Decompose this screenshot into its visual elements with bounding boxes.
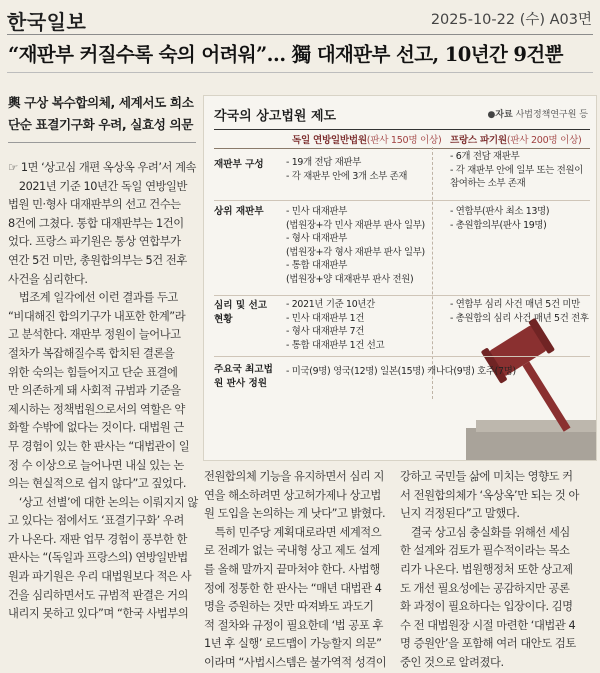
body-column-1 bbox=[8, 159, 196, 624]
body-text-line: 로 전례가 없는 국내형 상고 제도 설계 bbox=[204, 544, 380, 558]
body-text-line: 고 있다는 점에서도 ‘표결기구화’ 우려 bbox=[8, 514, 184, 528]
cell-line: (법원장+양 대재판부 판사 전원) bbox=[286, 273, 414, 285]
source-text: 사법정책연구원 등 bbox=[515, 110, 588, 120]
header-germany bbox=[292, 132, 441, 146]
table-row bbox=[214, 296, 590, 357]
body-text-line: 적 절차와 규정이 필요한데 ‘법 공포 후 bbox=[204, 618, 383, 632]
cell-line: - 2021년 기준 10년간 bbox=[286, 299, 375, 310]
info-box-table bbox=[203, 95, 597, 461]
body-text-line: “비대해진 합의기구가 내포한 한계”라 bbox=[8, 309, 186, 323]
germany-cell bbox=[286, 205, 425, 287]
subheadline-rule bbox=[8, 142, 196, 143]
row-label: 주요국 최고법원 판사 정원 bbox=[214, 364, 273, 389]
body-text-line: 판사는 “(독일과 프랑스의) 연방일반법 bbox=[8, 551, 188, 565]
body-text-line: 명을 증원하는 것만 따져봐도 과도기 bbox=[204, 600, 374, 614]
info-box-source bbox=[487, 107, 588, 120]
body-text-line: 사건을 심리한다. bbox=[8, 272, 88, 286]
body-text-line: 중인 것으로 알려졌다. bbox=[400, 655, 504, 669]
body-text-line: 법조계 일각에선 이런 결과를 두고 bbox=[8, 291, 178, 305]
body-text-line: 강하고 국민들 삶에 미치는 영향도 커 bbox=[400, 470, 573, 483]
body-text-line: 가 나온다. 재판 업무 경험이 풍부한 한 bbox=[8, 532, 187, 546]
body-text-line: 도 개선 필요성에는 공감하지만 공론 bbox=[400, 581, 570, 595]
masthead bbox=[0, 0, 600, 34]
row-label: 심리 및 선고 현황 bbox=[214, 300, 268, 325]
subheadline bbox=[8, 92, 198, 136]
body-text-line: 제시하는 정책법원으로서의 역할은 약 bbox=[8, 402, 185, 416]
body-text-line: 한 설계와 검토가 필수적이라는 목소 bbox=[400, 544, 570, 558]
cell-line: - 6개 전담 재판부 bbox=[450, 151, 520, 162]
cell-line: - 총원합의 심리 사건 매년 5건 전후 bbox=[450, 312, 589, 324]
newspaper-logo: 한국일보 bbox=[7, 10, 87, 34]
germany-cell bbox=[286, 156, 407, 183]
body-text-line: 었다. 프랑스 파기원은 통상 연합부가 bbox=[8, 235, 181, 249]
cell-line: - 형사 대재판부 7건 bbox=[286, 326, 365, 338]
header-france-label: 프랑스 파기원 bbox=[450, 135, 507, 146]
cell-line: - 총원합의부(판사 19명) bbox=[450, 219, 547, 231]
body-text-line: 위한 숙의는 힘들어지고 단순 표결에 bbox=[8, 365, 178, 379]
cell-line: - 민사 대재판부 bbox=[286, 206, 347, 217]
cell-line: - 통합 대재판부 1건 선고 bbox=[286, 339, 385, 351]
body-text-line: 리가 나온다. 법원행정처 또한 상고제 bbox=[400, 562, 573, 576]
body-text-line: 절차가 복잡해질수록 합치된 결론을 bbox=[8, 346, 175, 360]
cell-line: 참여하는 소부 존재 bbox=[450, 178, 526, 190]
cell-line: - 민사 대재판부 1건 bbox=[286, 312, 365, 324]
cell-line: - 각 재판부 안에 일부 또는 전원이 bbox=[450, 164, 583, 176]
header-france-note: (판사 200명 이상) bbox=[506, 135, 582, 146]
body-text-line: ‘상고 선별’에 대한 논의는 이뤄지지 않 bbox=[8, 495, 198, 509]
body-text-line: 명 증원안’을 포함해 여러 대안도 검토 bbox=[400, 637, 576, 651]
body-text-line: 화 과정이 필요하다는 입장이다. 김명 bbox=[400, 600, 573, 614]
table-row bbox=[214, 148, 590, 201]
table-header-row bbox=[214, 129, 590, 149]
body-text-line: 연간 5건 미만, 총원합의부는 5건 전후 bbox=[8, 253, 187, 267]
body-text-line: 특히 민주당 계획대로라면 세계적으 bbox=[204, 525, 382, 539]
info-box-title: 각국의 상고법원 제도 bbox=[214, 109, 337, 124]
body-text-line: 건을 심리하면서도 규범적 판결은 거의 bbox=[8, 588, 188, 602]
headline: “재판부 커질수록 숙의 어려워”… 獨 대재판부 선고, 10년간 9건뿐 bbox=[8, 43, 563, 66]
cell-line: - 연합부 심리 사건 매년 5건 미만 bbox=[450, 299, 580, 310]
body-text-line: 법원 민·형사 대재판부의 선고 건수는 bbox=[8, 198, 181, 212]
subheadline-line: 輿 구상 복수합의체, 세계서도 희소 bbox=[8, 95, 194, 110]
cell-line: (법원장+각 민사 재판부 판사 일부) bbox=[286, 219, 425, 231]
germany-cell bbox=[286, 298, 384, 352]
body-text-line: 수 전 대법원장 시절 마련한 ‘대법관 4 bbox=[400, 618, 576, 632]
publication-date-page: 2025-10-22 (수) A03면 bbox=[430, 12, 592, 28]
row-label: 재판부 구성 bbox=[214, 159, 264, 170]
top-rule bbox=[7, 34, 593, 35]
source-label: ●자료 bbox=[487, 110, 513, 120]
body-text-line: 서 전원합의체가 ‘옥상옥’만 되는 것 아 bbox=[400, 488, 579, 502]
body-text-line: 고 분석한다. 재판부 정원이 늘어나고 bbox=[8, 328, 181, 342]
row-label: 상위 재판부 bbox=[214, 206, 264, 217]
table-row bbox=[214, 201, 590, 296]
cell-line: - 각 재판부 안에 3개 소부 존재 bbox=[286, 170, 408, 182]
body-text-line: 화할 수밖에 없다는 것이다. 대법원 근 bbox=[8, 421, 184, 435]
body-column-3 bbox=[400, 468, 592, 673]
header-germany-label: 독일 연방일반법원 bbox=[292, 135, 367, 146]
france-cell bbox=[450, 150, 583, 191]
header-germany-note: (판사 150명 이상) bbox=[366, 135, 442, 146]
body-text-line: 정에 정통한 한 판사는 “매년 대법관 4 bbox=[204, 581, 382, 595]
wide-cell: - 미국(9명) 영국(12명) 일본(15명) 캐나다(9명) 호주(7명) bbox=[286, 366, 516, 377]
body-text-line: 8건에 그쳤다. 통합 대재판부는 1건이 bbox=[8, 216, 184, 230]
body-text-line: 결국 상고심 충실화를 위해선 세심 bbox=[400, 525, 570, 539]
body-text-line: 연을 해소하려면 상고허가제나 상고법 bbox=[204, 488, 381, 502]
cell-line: - 19개 전담 재판부 bbox=[286, 157, 361, 168]
body-text-line: 무 경험이 있는 한 판사는 “대법관이 일 bbox=[8, 439, 190, 453]
header-france bbox=[450, 132, 582, 146]
headline-rule bbox=[7, 72, 593, 73]
body-text-line: 원 도입을 논의하는 게 낫다”고 밝혔다. bbox=[204, 507, 386, 521]
cell-line: - 형사 대재판부 bbox=[286, 233, 347, 245]
cell-line: - 통합 대재판부 bbox=[286, 260, 347, 272]
body-text-line: 2021년 기준 10년간 독일 연방일반 bbox=[8, 179, 187, 193]
body-text-line: 내리지 못하고 있다”며 “한국 사법부의 bbox=[8, 607, 189, 621]
body-text-line: 의는 현실적으로 쉽지 않다”고 짚었다. bbox=[8, 477, 187, 491]
subheadline-line: 단순 표결기구화 우려, 실효성 의문 bbox=[8, 117, 194, 132]
body-column-2 bbox=[204, 468, 394, 673]
body-text-line: 전원합의체 기능을 유지하면서 심리 지 bbox=[204, 470, 384, 483]
body-text-line: 이라며 “사법시스템은 불가역적 성격이 bbox=[204, 655, 387, 669]
body-text-line: 원과 파기원은 우리 대법원보다 적은 사 bbox=[8, 570, 192, 584]
cell-line: - 연합부(판사 최소 13명) bbox=[450, 206, 550, 217]
body-text-line: 를 올해 말까지 끝마쳐야 한다. 사법행 bbox=[204, 562, 380, 576]
body-text-line: ☞ 1면 ‘상고심 개편 옥상옥 우려’서 계속 bbox=[8, 161, 197, 174]
body-text-line: 닌지 걱정된다”고 말했다. bbox=[400, 507, 520, 521]
body-text-line: 정 수 이상으로 늘어나면 내실 있는 논 bbox=[8, 458, 184, 472]
france-cell bbox=[450, 298, 589, 325]
cell-line: (법원장+각 형사 재판부 판사 일부) bbox=[286, 246, 425, 258]
france-cell bbox=[450, 205, 549, 232]
table-row bbox=[214, 357, 590, 399]
body-text-line: 1년 후 실행’ 로드맵이 가능할지 의문” bbox=[204, 637, 382, 651]
body-text-line: 만 의존하게 돼 사회적 규범과 기준을 bbox=[8, 384, 181, 398]
